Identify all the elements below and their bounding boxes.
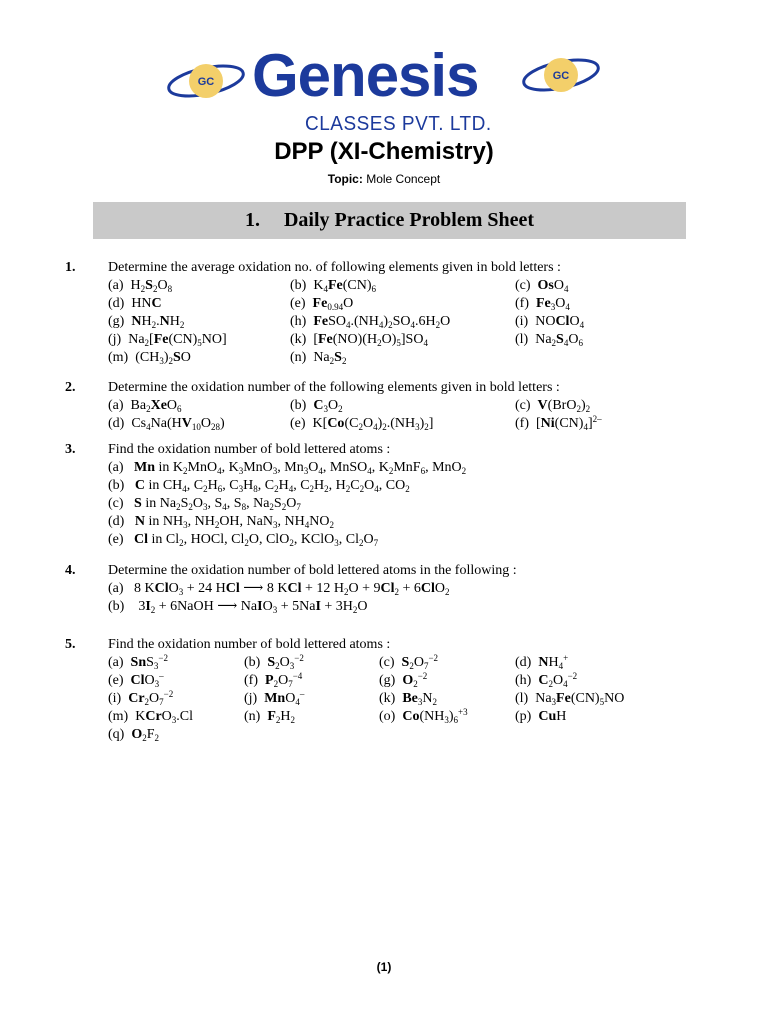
option: (e) $K[Co(C_2O_4)_2.(NH_3)_2]$: [290, 416, 434, 432]
gc-emblem-left-icon: [165, 50, 247, 112]
option: (j) $Na_2[Fe(CN)_5NO]$: [108, 332, 227, 348]
option: (b) $C_3O_2$: [290, 398, 343, 414]
option: (e) Cl in $Cl_2$, HOCl, $Cl_2O$, ClO$_2$, KClO$_3$, $Cl_2O_7$: [108, 532, 379, 548]
option: (m) KCrO$_3$.Cl: [108, 709, 194, 725]
question-text: Determine the oxidation number of bold lettered atoms in the following :: [108, 563, 517, 578]
option: (f) $[Ni(CN)_4]^{2-}$: [515, 414, 602, 432]
option: (e) ClO$_3$–: [108, 671, 164, 689]
option: (l) $Na_2S_4O_6$: [515, 332, 583, 348]
option: (n) $F_2H_2$: [244, 709, 296, 725]
question-number: 2.: [65, 380, 76, 395]
option: (h) $FeSO_4.(NH_4)_2SO_4.6H_2O$: [290, 314, 451, 330]
option: (a) $Ba_2XeO_6$: [108, 398, 182, 414]
option: (k) $Be_3N_2$: [379, 691, 438, 707]
option: (b) $K_4Fe(CN)_6$: [290, 278, 376, 294]
question-text: Find the oxidation number of bold lettered atoms :: [108, 442, 391, 457]
topic-value: Mole Concept: [366, 172, 441, 186]
option: (l) $Na_3Fe(CN)_5NO$: [515, 691, 625, 707]
option: (c) $S_2O_7^{-2}$: [379, 653, 439, 671]
gc-emblem-right-icon: [520, 44, 602, 106]
question-number: 3.: [65, 442, 76, 457]
emblem-text-left: GC: [197, 76, 215, 88]
question-number: 5.: [65, 637, 76, 652]
option: (a) SnS$_3^{-2}$: [108, 653, 168, 671]
option: (q) $O_2F_2$: [108, 727, 160, 743]
option: (a) Mn in $K_2MnO_4$, $K_3MnO_3$, $Mn_3O_4$, MnSO$_4$, $K_2MnF_6$, MnO$_2$: [108, 460, 467, 476]
sheet-title: [93, 209, 686, 232]
question-text: Determine the average oxidation no. of following elements given in bold letters :: [108, 260, 561, 275]
option: (h) $C_2O_4^{-2}$: [515, 671, 578, 689]
topic-line: [0, 172, 768, 186]
option: (b) $S_2O_3^{-2}$: [244, 653, 304, 671]
topic-label: Topic:: [327, 172, 363, 186]
option: (a) $H_2S_2O_8$: [108, 278, 173, 294]
page-number: (1): [376, 960, 392, 974]
sheet-title-bar: [93, 202, 686, 239]
option: (e) $Fe_{0.94}O$: [290, 296, 354, 312]
option: (a) 8 KClO$_3$ + 24 HCl ⟶ 8 KCl + 12 $H_2O + 9Cl_2 + 6ClO_2$: [108, 581, 450, 597]
sheet-title-text: Daily Practice Problem Sheet: [283, 209, 535, 231]
question-number: 4.: [65, 563, 76, 578]
option: (n) $Na_2S_2$: [290, 350, 347, 366]
option: (m) $(CH_3)_2SO$: [108, 350, 191, 366]
brand-subtitle: CLASSES PVT. LTD.: [305, 113, 492, 136]
option: (b) C in $CH_4$, $C_2H_6$, $C_3H_8$, $C_2H_4$, $C_2H_2$, $H_2C_2O_4$, $CO_2$: [108, 478, 410, 494]
question-number: 1.: [65, 260, 76, 275]
option: (c) S in $Na_2S_2O_3$, $S_4$, $S_8$, $Na_2S_2O_7$: [108, 496, 301, 512]
option: (d) $Cs_4Na(HV_{10}O_{28})$: [108, 416, 225, 432]
option: (d) HNC: [108, 296, 162, 311]
brand-name: Genesis: [252, 42, 479, 109]
question-text: Determine the oxidation number of the following elements given in bold letters :: [108, 380, 560, 395]
option: (i) NOClO$_4$: [515, 314, 585, 330]
option: (o) $Co(NH_3)_6^{+3}$: [379, 707, 468, 725]
option: (c) $V(BrO_2)_2$: [515, 398, 591, 414]
question-text: Find the oxidation number of bold lettered atoms :: [108, 637, 391, 652]
option: (d) N in $NH_3$, $NH_2OH$, NaN$_3$, $NH_4NO_2$: [108, 514, 334, 530]
option: (i) $Cr_2O_7^{-2}$: [108, 689, 174, 707]
option: (g) $O_2^{-2}$: [379, 671, 428, 689]
option: (f) $Fe_3O_4$: [515, 296, 570, 312]
option: (c) OsO$_4$: [515, 278, 569, 294]
option: (j) MnO$_4$–: [244, 689, 305, 707]
emblem-text-right: GC: [552, 70, 570, 82]
dpp-title: DPP (XI-Chemistry): [274, 138, 494, 165]
sheet-number: 1.: [244, 209, 260, 231]
option: (f) $P_2O_7^{-4}$: [244, 671, 303, 689]
option: (k) $[Fe(NO)(H_2O)_5]SO_4$: [290, 332, 428, 348]
option: (d) $NH_4^+$: [515, 653, 569, 671]
option: (p) CuH: [515, 709, 567, 724]
option: (g) $NH_2.NH_2$: [108, 314, 185, 330]
header-logo: [0, 40, 768, 150]
option: (b) $3I_2$ + 6NaOH ⟶ NaIO$_3$ + $5NaI + 3H_2O$: [108, 599, 368, 615]
